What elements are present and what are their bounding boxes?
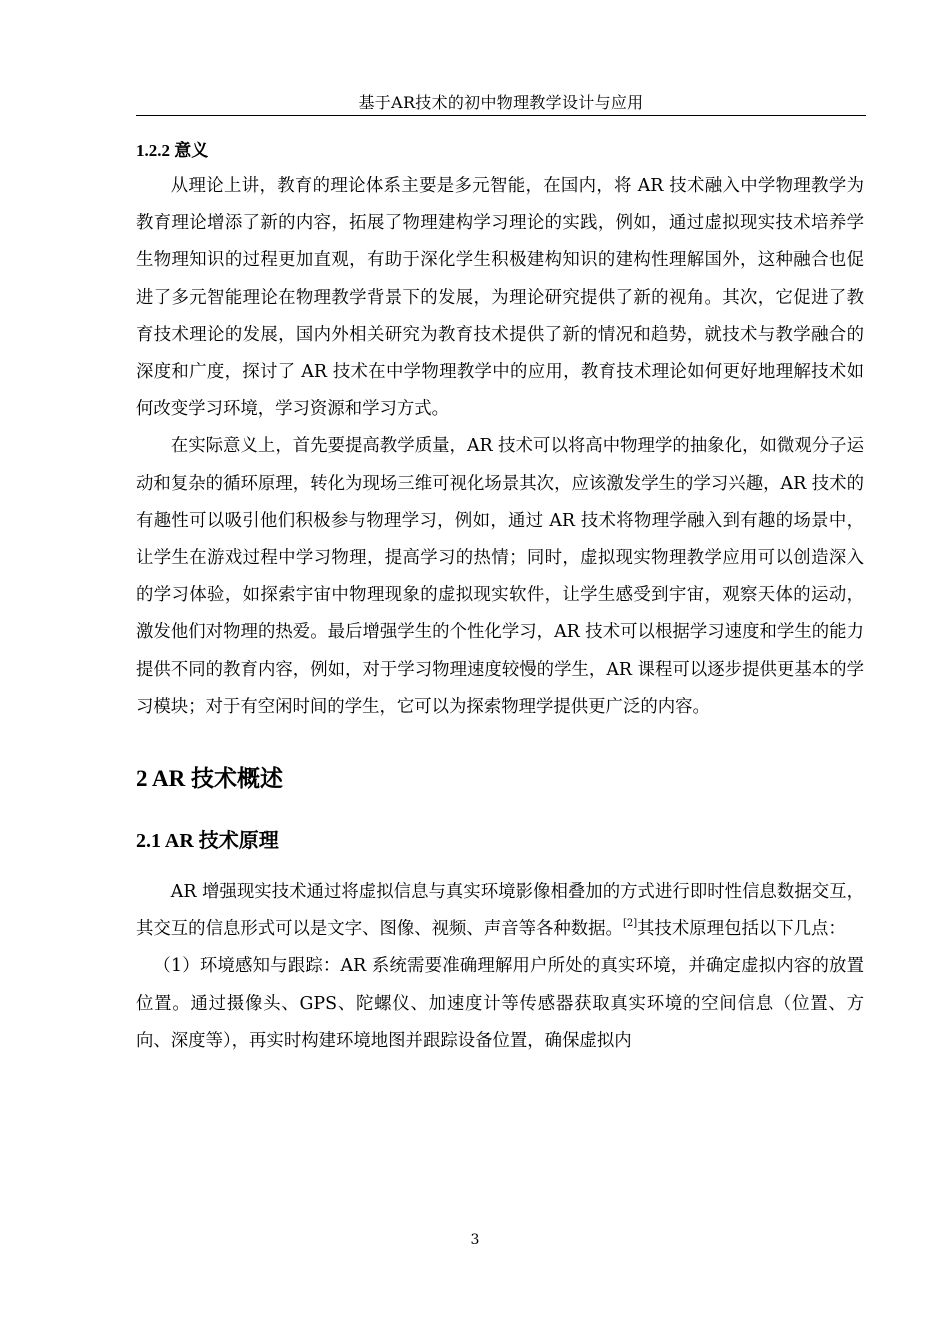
running-header: 基于AR技术的初中物理教学设计与应用 [358, 93, 644, 112]
paragraph-theoretical-significance: 从理论上讲，教育的理论体系主要是多元智能，在国内，将 AR 技术融入中学物理教学为教育理论增添了新的内容，拓展了物理建构学习理论的实践，例如，通过虚拟现实技术培养学生物理知识的过程更加直观，有助于深化学生积极建构知识的建构性理解国外，这种融合也促进了多元智能理论在物理教学背景下的发展，为理论研究提供了新的视角。其次，它促进了教育技术理论的发展，国内外相关研究为教育技术提供了新的情况和趋势，就技术与教学融合的深度和广度，探讨了 AR 技术在中学物理教学中的应用，教育技术理论如何更好地理解技术如何改变学习环境，学习资源和学习方式。 [136, 176, 864, 420]
header-rule [136, 115, 866, 116]
intro-text: AR 增强现实技术通过将虚拟信息与真实环境影像相叠加的方式进行即时性信息数据交互，其交互的信息形式可以是文字、图像、视频、声音等各种数据。 [136, 882, 864, 940]
page-content [136, 136, 864, 1060]
page-number: 3 [470, 1232, 480, 1248]
intro-text-continued: 其技术原理包括以下几点： [637, 919, 846, 940]
paragraph-ar-principle-intro [136, 874, 864, 948]
list-item-environment-tracking: （1）环境感知与跟踪：AR 系统需要准确理解用户所处的真实环境，并确定虚拟内容的放置位置。通过摄像头、GPS、陀螺仪、加速度计等传感器获取真实环境的空间信息（位置、方向、深度等），再实时构建环境地图并跟踪设备位置，确保虚拟内 [136, 956, 864, 1051]
section-heading-2-1: 2.1 AR 技术原理 [136, 830, 279, 853]
citation-reference: [2] [622, 918, 638, 930]
chapter-heading-2: 2 AR 技术概述 [136, 766, 283, 792]
section-heading-1-2-2: 1.2.2 意义 [136, 141, 209, 160]
paragraph-practical-significance: 在实际意义上，首先要提高教学质量，AR 技术可以将高中物理学的抽象化，如微观分子运动和复杂的循环原理，转化为现场三维可视化场景其次，应该激发学生的学习兴趣，AR 技术的有趣性可以吸引他们积极参与物理学习，例如，通过 AR 技术将物理学融入到有趣的场景中，让学生在游戏过程中学习物理，提高学习的热情；同时，虚拟现实物理教学应用可以创造深入的学习体验，如探索宇宙中物理现象的虚拟现实软件，让学生感受到宇宙，观察天体的运动，激发他们对物理的热爱。最后增强学生的个性化学习，AR 技术可以根据学习速度和学生的能力提供不同的教育内容，例如，对于学习物理速度较慢的学生，AR 课程可以逐步提供更基本的学习模块；对于有空闲时间的学生，它可以为探索物理学提供更广泛的内容。 [136, 436, 864, 717]
